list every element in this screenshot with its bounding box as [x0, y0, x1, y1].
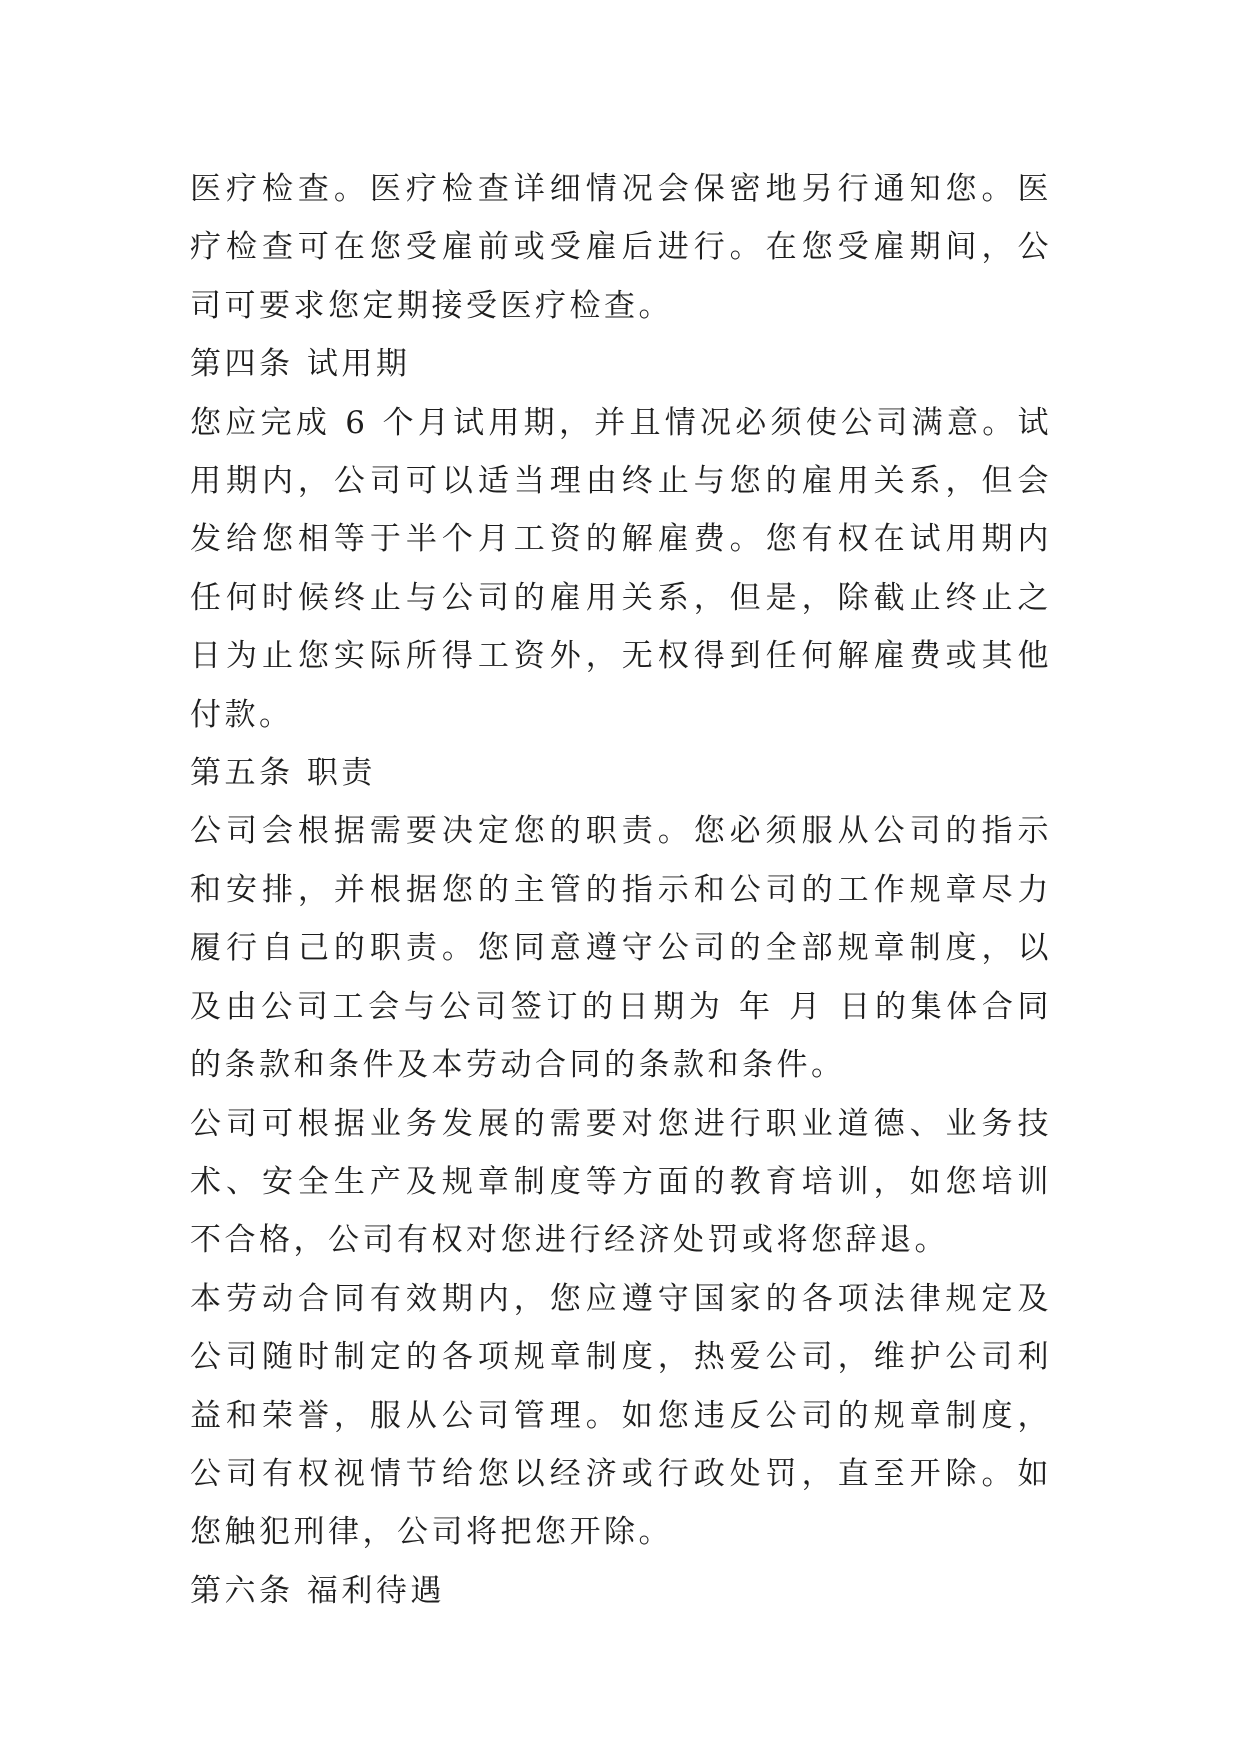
paragraph-training: 公司可根据业务发展的需要对您进行职业道德、业务技术、安全生产及规章制度等方面的教育培训，如您培训不合格，公司有权对您进行经济处罚或将您辞退。	[190, 1105, 1052, 1259]
paragraph-probation: 您应完成 6 个月试用期，并且情况必须使公司满意。试用期内，公司可以适当理由终止与您的雇用关系，但会发给您相等于半个月工资的解雇费。您有权在试用期内任何时候终止与公司的雇用关系，但是，除截止终止之日为止您实际所得工资外，无权得到任何解雇费或其他付款。	[190, 404, 1052, 733]
heading-article-4-probation: 第四条 试用期	[190, 346, 411, 383]
paragraph-duties: 公司会根据需要决定您的职责。您必须服从公司的指示和安排，并根据您的主管的指示和公司的工作规章尽力履行自己的职责。您同意遵守公司的全部规章制度，以及由公司工会与公司签订的日期为 年 月 日的集体合同的条款和条件及本劳动合同的条款和条件。	[190, 813, 1052, 1084]
paragraph-medical-exam: 医疗检查。医疗检查详细情况会保密地另行通知您。医疗检查可在您受雇前或受雇后进行。在您受雇期间，公司可要求您定期接受医疗检查。	[190, 171, 1052, 324]
heading-article-6-benefits: 第六条 福利待遇	[190, 1572, 445, 1609]
paragraph-compliance: 本劳动合同有效期内，您应遵守国家的各项法律规定及公司随时制定的各项规章制度，热爱公司，维护公司利益和荣誉，服从公司管理。如您违反公司的规章制度，公司有权视情节给您以经济或行政处罚，直至开除。如您触犯刑律，公司将把您开除。	[190, 1280, 1052, 1551]
document-body	[190, 160, 1052, 1620]
heading-article-5-duties: 第五条 职责	[190, 755, 376, 792]
